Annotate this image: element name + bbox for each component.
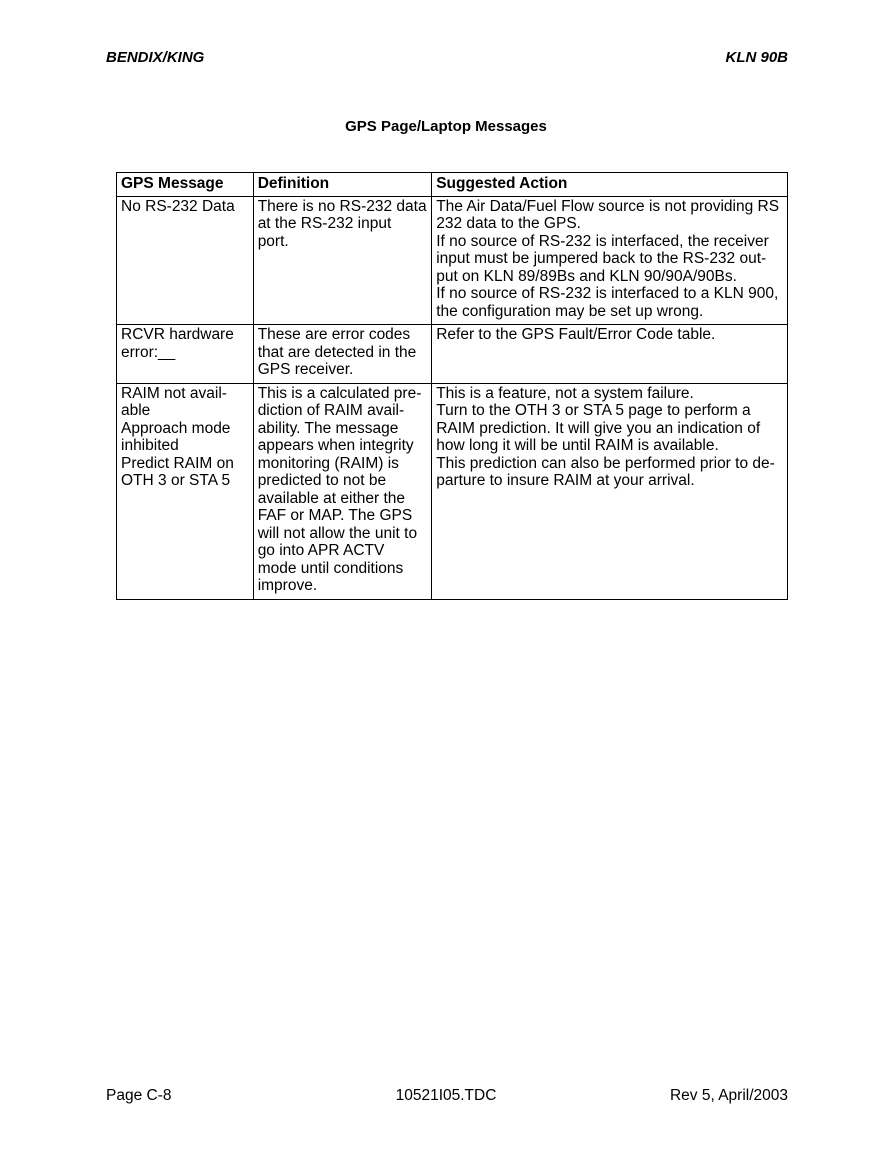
definition-line: that are detected in the [257, 343, 417, 361]
message-cell [117, 383, 254, 599]
action-line: The Air Data/Fuel Flow source is not providing RS [436, 197, 780, 215]
action-line: put on KLN 89/89Bs and KLN 90/90A/90Bs. [436, 267, 737, 285]
definition-line: GPS receiver. [257, 361, 354, 378]
definition-cell [253, 383, 432, 599]
table-header-row [117, 173, 788, 197]
definition-cell [253, 196, 432, 325]
action-line: This is a feature, not a system failure. [436, 384, 694, 402]
definition-line: go into APR ACTV [257, 542, 385, 559]
message-line: able [121, 402, 151, 419]
column-header-suggested-action: Suggested Action [432, 173, 788, 197]
column-header-gps-message: GPS Message [117, 173, 254, 197]
definition-line: mode until conditions [257, 559, 404, 577]
definition-line: available at either the [257, 489, 406, 507]
action-line: If no source of RS-232 is interfaced, the receiver [436, 232, 769, 250]
definition-line: There is no RS-232 data [257, 197, 427, 215]
header-model: KLN 90B [725, 49, 788, 66]
message-line: No RS-232 Data [121, 197, 235, 215]
action-cell [432, 325, 788, 384]
definition-line: monitoring (RAIM) is [257, 454, 399, 472]
message-cell [117, 325, 254, 384]
action-cell [432, 383, 788, 599]
definition-line: diction of RAIM avail- [257, 402, 405, 419]
message-line: error:__ [121, 343, 176, 361]
footer-document-id: 10521I05.TDC [395, 1087, 497, 1104]
definition-cell [253, 325, 432, 384]
definition-line: will not allow the unit to [257, 524, 418, 542]
definition-line: at the RS-232 input [257, 215, 392, 232]
footer-revision: Rev 5, April/2003 [669, 1087, 788, 1104]
message-line: Predict RAIM on [121, 454, 234, 472]
message-line: OTH 3 or STA 5 [121, 472, 231, 489]
action-line: parture to insure RAIM at your arrival. [436, 472, 695, 489]
definition-line: These are error codes [257, 326, 411, 343]
gps-messages-table [116, 172, 788, 600]
page-title: GPS Page/Laptop Messages [345, 118, 547, 135]
message-line: Approach mode [121, 419, 231, 437]
definition-line: ability. The message [257, 419, 399, 437]
definition-line: appears when integrity [257, 437, 414, 454]
action-line: input must be jumpered back to the RS-232 out- [436, 250, 767, 267]
table-row [117, 325, 788, 384]
action-cell [432, 196, 788, 325]
action-line: 232 data to the GPS. [436, 215, 581, 232]
definition-line: predicted to not be [257, 472, 387, 489]
definition-line: port. [257, 232, 289, 250]
table-row [117, 196, 788, 325]
action-line: Refer to the GPS Fault/Error Code table. [436, 326, 716, 343]
action-line: how long it will be until RAIM is available. [436, 437, 719, 454]
message-line: inhibited [121, 437, 179, 454]
table-row [117, 383, 788, 599]
message-line: RCVR hardware [121, 326, 234, 343]
action-line: RAIM prediction. It will give you an indication of [436, 419, 761, 437]
message-cell [117, 196, 254, 325]
definition-line: FAF or MAP. The GPS [257, 507, 413, 524]
action-line: If no source of RS-232 is interfaced to a KLN 900, [436, 285, 779, 302]
footer-page-number: Page C-8 [106, 1087, 172, 1104]
column-header-definition: Definition [253, 173, 432, 197]
header-brand: BENDIX/KING [106, 49, 205, 66]
definition-line: improve. [257, 577, 318, 594]
action-line: the configuration may be set up wrong. [436, 302, 704, 320]
action-line: Turn to the OTH 3 or STA 5 page to perform a [436, 402, 751, 419]
message-line: RAIM not avail- [121, 384, 227, 402]
action-line: This prediction can also be performed prior to de- [436, 454, 775, 472]
definition-line: This is a calculated pre- [257, 384, 422, 402]
